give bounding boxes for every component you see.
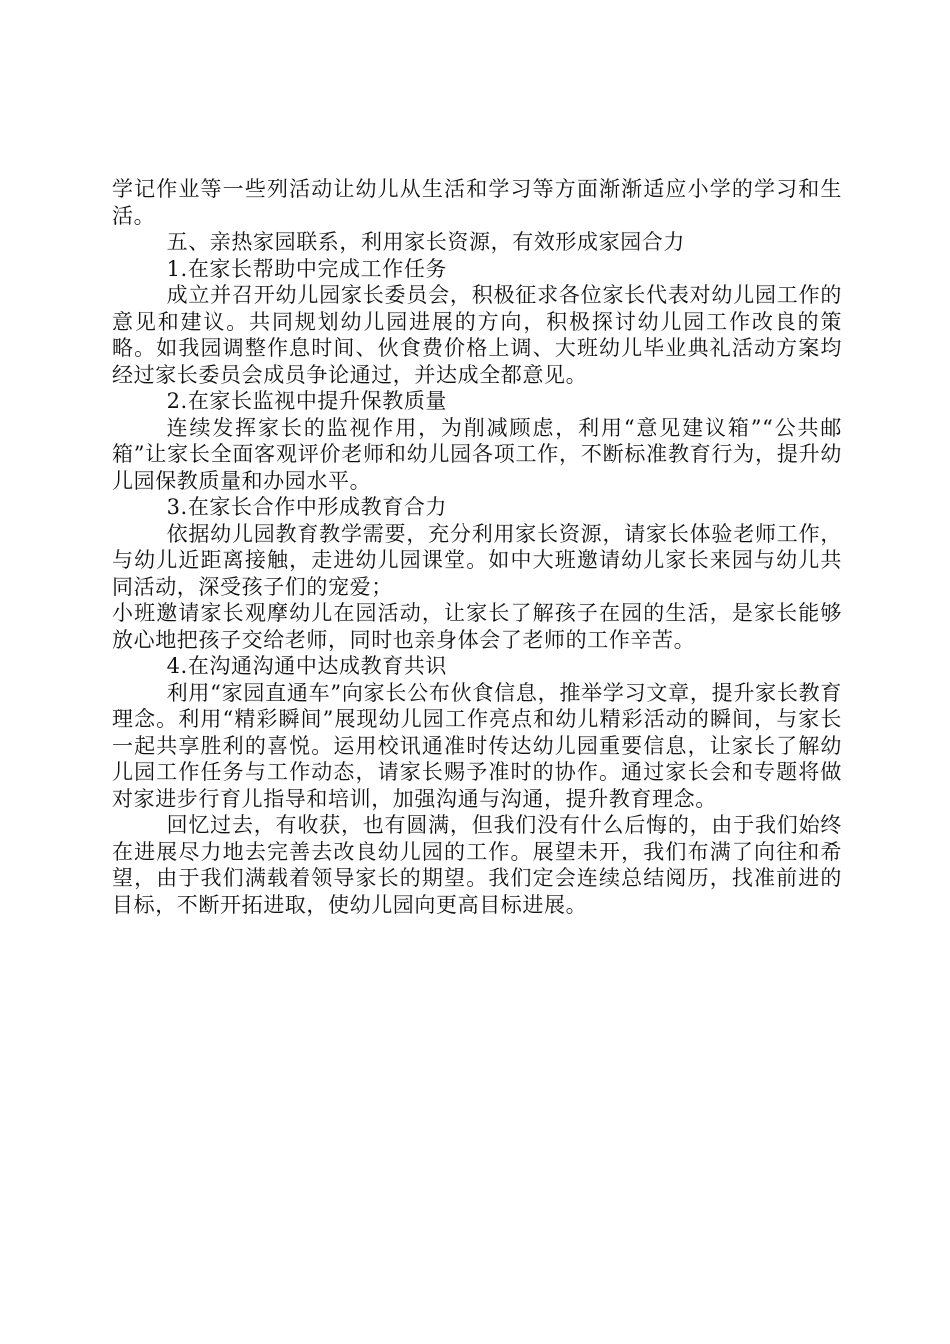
subheading: 2.在家长监视中提升保教质量 [166,389,448,413]
paragraph: 成立并召开幼儿园家长委员会，积极征求各位家长代表对幼儿园工作的意见和建议。共同规划幼儿园进展的方向，积极探讨幼儿园工作改良的策略。如我园调整作息时间、伙食费价格上调、大班幼儿毕业典礼活动方案均经过家长委员会成员争论通过，并达成全都意见。 [112,283,842,387]
paragraph: 学记作业等一些列活动让幼儿从生活和学习等方面渐渐适应小学的学习和生活。 [112,177,842,228]
subheading: 3.在家长合作中形成教育合力 [166,495,448,519]
section-heading: 五、亲热家园联系，利用家长资源，有效形成家园合力 [166,230,685,254]
paragraph: 回忆过去，有收获，也有圆满，但我们没有什么后悔的，由于我们始终在进展尽力地去完善去改良幼儿园的工作。展望未开，我们布满了向往和希望，由于我们满载着领导家长的期望。我们定会连续总结阅历，找准前进的目标，不断开拓进取，使幼儿园向更高目标进展。 [112,813,842,917]
paragraph: 依据幼儿园教育教学需要，充分利用家长资源，请家长体验老师工作，与幼儿近距离接触，走进幼儿园课堂。如中大班邀请幼儿家长来园与幼儿共同活动，深受孩子们的宠爱； [112,521,842,599]
subheading: 1.在家长帮助中完成工作任务 [166,256,448,281]
paragraph: 小班邀请家长观摩幼儿在园活动，让家长了解孩子在园的生活，是家长能够放心地把孩子交给老师，同时也亲身体会了老师的工作辛苦。 [112,601,842,652]
subheading: 4.在沟通沟通中达成教育共识 [166,654,448,678]
document-body [112,176,842,918]
paragraph: 连续发挥家长的监视作用，为削减顾虑，利用“意见建议箱”“公共邮箱”让家长全面客观评价老师和幼儿园各项工作，不断标准教育行为，提升幼儿园保教质量和办园水平。 [112,415,842,493]
paragraph: 利用“家园直通车”向家长公布伙食信息，推举学习文章，提升家长教育理念。利用“精彩瞬间”展现幼儿园工作亮点和幼儿精彩活动的瞬间，与家长一起共享胜利的喜悦。运用校讯通准时传达幼儿园重要信息，让家长了解幼儿园工作任务与工作动态，请家长赐予准时的协作。通过家长会和专题将做对家进步行育儿指导和培训，加强沟通与沟通，提升教育理念。 [112,680,842,811]
